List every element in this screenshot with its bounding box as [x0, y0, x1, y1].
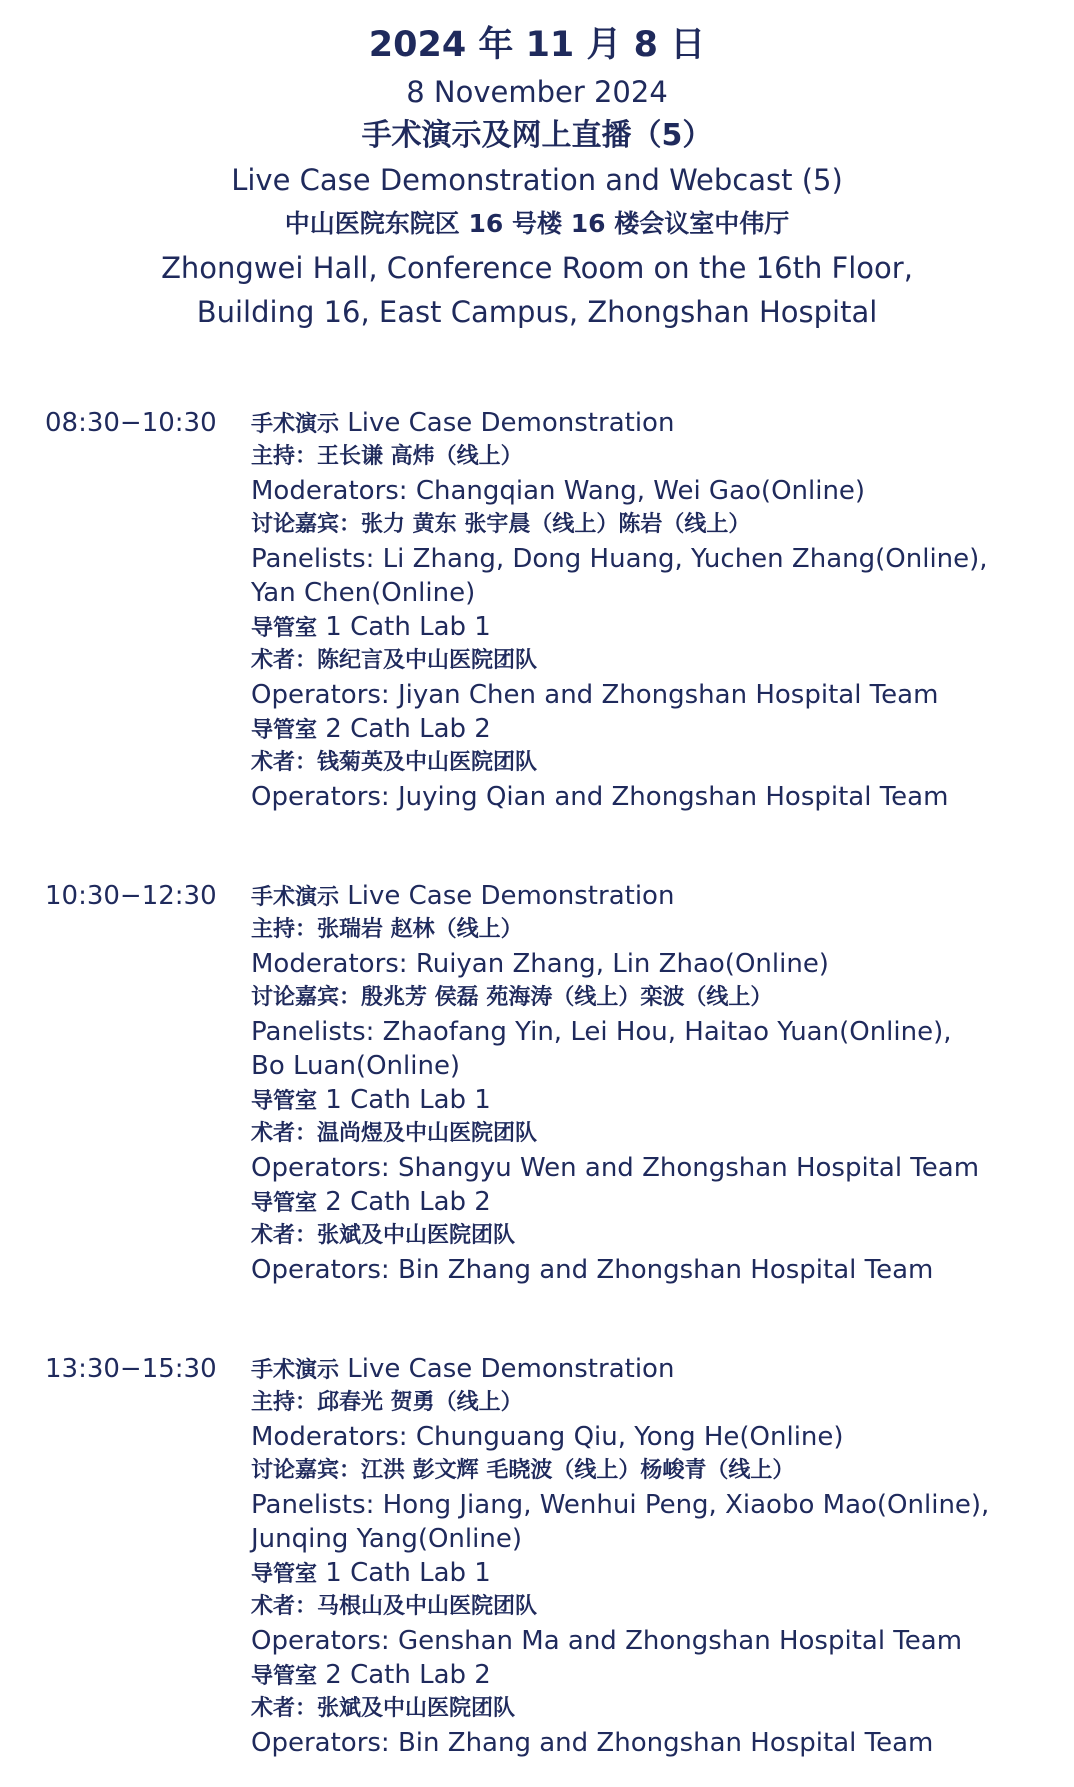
lab1-operators-cn: 术者：陈纪言及中山医院团队 [251, 648, 538, 673]
session-title-en: Live Case Demonstration [339, 881, 675, 911]
session-title [251, 879, 1051, 913]
cath-lab-1-cn: 导管室 [251, 616, 318, 641]
cath-lab-2-en: 2 Cath Lab 2 [317, 1187, 491, 1217]
lab1-operators-en: Operators: Shangyu Wen and Zhongshan Hospital Team [251, 1153, 980, 1183]
cath-lab-2 [251, 1658, 1051, 1692]
cath-lab-2-en: 2 Cath Lab 2 [317, 714, 491, 744]
venue-english-line-1: Zhongwei Hall, Conference Room on the 16th Floor, [161, 251, 913, 285]
panelists-en-line-2: Yan Chen(Online) [251, 578, 476, 608]
cath-lab-2-cn: 导管室 [251, 1191, 318, 1216]
cath-lab-1-en: 1 Cath Lab 1 [317, 1558, 491, 1588]
session-title-cn: 手术演示 [251, 412, 340, 437]
lab1-operators-en: Operators: Genshan Ma and Zhongshan Hospital Team [251, 1626, 963, 1656]
title-english: Live Case Demonstration and Webcast (5) [231, 163, 843, 197]
venue-chinese: 中山医院东院区 16 号楼 16 楼会议室中伟厅 [284, 209, 790, 238]
moderators-cn: 主持：张瑞岩 赵林（线上） [251, 917, 523, 942]
cath-lab-1 [251, 1083, 1051, 1117]
lab1-operators-cn: 术者：马根山及中山医院团队 [251, 1594, 538, 1619]
title-chinese: 手术演示及网上直播（5） [361, 118, 713, 153]
cath-lab-1 [251, 1556, 1051, 1590]
panelists-en-line-1: Panelists: Zhaofang Yin, Lei Hou, Haitao Yuan(Online), [251, 1017, 952, 1047]
session-time: 08:30−10:30 [45, 408, 217, 438]
moderators-en: Moderators: Ruiyan Zhang, Lin Zhao(Online) [251, 949, 829, 979]
lab2-operators-en: Operators: Juying Qian and Zhongshan Hospital Team [251, 782, 949, 812]
cath-lab-2-cn: 导管室 [251, 1664, 318, 1689]
panelists-cn: 讨论嘉宾：江洪 彭文辉 毛晓波（线上）杨峻青（线上） [251, 1458, 795, 1483]
session-time: 10:30−12:30 [45, 881, 217, 911]
cath-lab-1 [251, 610, 1051, 644]
cath-lab-2 [251, 712, 1051, 746]
moderators-cn: 主持：王长谦 高炜（线上） [251, 444, 523, 469]
session-title-cn: 手术演示 [251, 1358, 340, 1383]
session-details [251, 406, 1051, 814]
panelists-cn: 讨论嘉宾：张力 黄东 张宇晨（线上）陈岩（线上） [251, 512, 751, 537]
session-time: 13:30−15:30 [45, 1354, 217, 1384]
panelists-en-line-1: Panelists: Hong Jiang, Wenhui Peng, Xiaobo Mao(Online), [251, 1490, 990, 1520]
venue-english-line-2: Building 16, East Campus, Zhongshan Hospital [196, 295, 878, 329]
panelists-en-line-1: Panelists: Li Zhang, Dong Huang, Yuchen Zhang(Online), [251, 544, 988, 574]
lab1-operators-cn: 术者：温尚煜及中山医院团队 [251, 1121, 538, 1146]
cath-lab-1-en: 1 Cath Lab 1 [317, 1085, 491, 1115]
lab2-operators-en: Operators: Bin Zhang and Zhongshan Hospital Team [251, 1728, 934, 1758]
session-title-en: Live Case Demonstration [339, 408, 675, 438]
panelists-cn: 讨论嘉宾：殷兆芳 侯磊 苑海涛（线上）栾波（线上） [251, 985, 773, 1010]
cath-lab-2-en: 2 Cath Lab 2 [317, 1660, 491, 1690]
cath-lab-1-cn: 导管室 [251, 1562, 318, 1587]
session-details [251, 1352, 1051, 1760]
date-english: 8 November 2024 [406, 75, 668, 109]
moderators-en: Moderators: Changqian Wang, Wei Gao(Online) [251, 476, 866, 506]
date-chinese: 2024 年 11 月 8 日 [368, 25, 706, 65]
lab2-operators-cn: 术者：张斌及中山医院团队 [251, 1696, 516, 1721]
lab2-operators-en: Operators: Bin Zhang and Zhongshan Hospital Team [251, 1255, 934, 1285]
panelists-en-line-2: Bo Luan(Online) [251, 1051, 461, 1081]
page-header [0, 20, 1074, 334]
cath-lab-2-cn: 导管室 [251, 718, 318, 743]
cath-lab-1-en: 1 Cath Lab 1 [317, 612, 491, 642]
panelists-en-line-2: Junqing Yang(Online) [251, 1524, 522, 1554]
session-title [251, 406, 1051, 440]
moderators-cn: 主持：邱春光 贺勇（线上） [251, 1390, 523, 1415]
moderators-en: Moderators: Chunguang Qiu, Yong He(Online) [251, 1422, 844, 1452]
session-title [251, 1352, 1051, 1386]
session-details [251, 879, 1051, 1287]
session-title-en: Live Case Demonstration [339, 1354, 675, 1384]
lab1-operators-en: Operators: Jiyan Chen and Zhongshan Hospital Team [251, 680, 939, 710]
cath-lab-1-cn: 导管室 [251, 1089, 318, 1114]
lab2-operators-cn: 术者：张斌及中山医院团队 [251, 1223, 516, 1248]
lab2-operators-cn: 术者：钱菊英及中山医院团队 [251, 750, 538, 775]
session-title-cn: 手术演示 [251, 885, 340, 910]
cath-lab-2 [251, 1185, 1051, 1219]
